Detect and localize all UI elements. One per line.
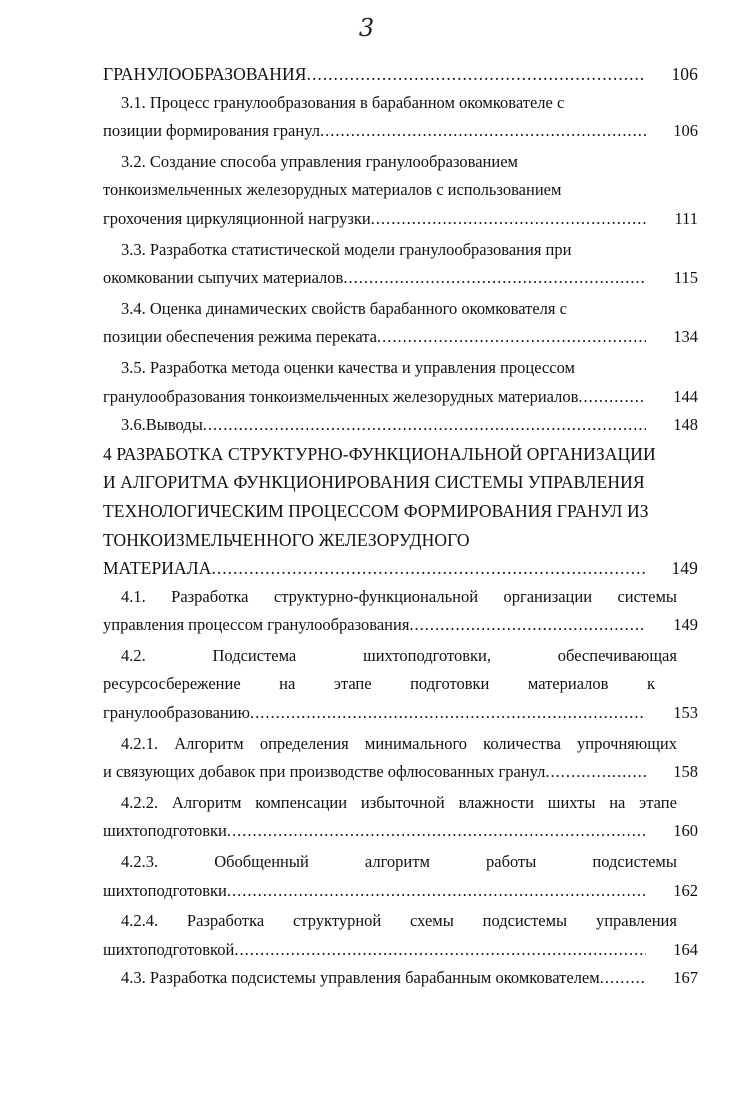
toc-entry-text: шихтоподготовки	[103, 821, 227, 841]
toc-entry-text: шихтоподготовкой	[103, 939, 235, 959]
toc-line	[103, 554, 698, 583]
dot-leader	[250, 699, 646, 728]
toc-entry-text: 4.2.1. Алгоритм определения минимального количества упрочняющих	[121, 733, 677, 753]
toc-line	[103, 877, 698, 906]
toc-line	[103, 354, 698, 383]
toc-entry-text: 4.2. Подсистема шихтоподготовки, обеспечивающая	[121, 645, 677, 665]
toc-entry-text: 4.1. Разработка структурно-функциональной организации системы	[121, 586, 677, 606]
toc-entry	[103, 295, 698, 352]
dot-leader	[227, 817, 646, 846]
toc-entry-text: позиции формирования гранул	[103, 121, 320, 141]
dot-leader	[409, 611, 646, 640]
toc-entry-text: 3.1. Процесс гранулообразования в барабанном окомкователе с	[121, 92, 565, 112]
toc-entry-text: 3.3. Разработка статистической модели гранулообразования при	[121, 239, 572, 259]
toc-entry	[103, 354, 698, 411]
toc-entry	[103, 789, 698, 846]
toc-entry-text: ТОНКОИЗМЕЛЬЧЕННОГО ЖЕЛЕЗОРУДНОГО	[103, 529, 470, 550]
toc-entry-text: и связующих добавок при производстве офлюсованных гранул	[103, 762, 546, 782]
toc-line	[103, 89, 698, 118]
toc-line	[103, 848, 698, 877]
toc-line	[103, 176, 698, 205]
toc-line	[103, 236, 698, 265]
toc-page-number: 149	[673, 615, 698, 635]
toc-line	[103, 730, 698, 759]
toc-entry-text: грохочения циркуляционной нагрузки	[103, 208, 371, 228]
toc-line	[103, 817, 698, 846]
dot-leader	[203, 411, 646, 440]
toc-page-number: 106	[673, 121, 698, 141]
toc-entry-text: 4.2.4. Разработка структурной схемы подсистемы управления	[121, 911, 677, 931]
toc-line	[103, 611, 698, 640]
toc-page-number: 158	[673, 762, 698, 782]
toc-page-number: 134	[673, 327, 698, 347]
toc-line	[103, 117, 698, 146]
toc-entry	[103, 583, 698, 640]
toc-line	[103, 205, 698, 234]
toc-entry-text: 3.2. Создание способа управления гранулообразованием	[121, 151, 518, 171]
dot-leader	[545, 758, 646, 787]
toc-page-number: 106	[671, 64, 698, 84]
toc-page-number: 164	[673, 939, 698, 959]
toc-page-number: 144	[673, 386, 698, 406]
toc-entry-text: окомковании сыпучих материалов	[103, 268, 344, 288]
toc-page-number: 115	[673, 268, 698, 288]
toc-line	[103, 148, 698, 177]
toc-entry	[103, 964, 698, 993]
toc-entry-text: ресурсосбережение на этапе подготовки материалов к	[103, 674, 655, 694]
toc-line	[103, 964, 698, 993]
toc-entry	[103, 89, 698, 146]
dot-leader	[211, 554, 646, 583]
toc-page-number: 160	[673, 821, 698, 841]
toc-entry-text: ГРАНУЛООБРАЗОВАНИЯ	[103, 64, 307, 84]
toc-entry	[103, 236, 698, 293]
toc-entry-text: гранулообразованию	[103, 703, 250, 723]
toc-entry-text: И АЛГОРИТМА ФУНКЦИОНИРОВАНИЯ СИСТЕМЫ УПРАВЛЕНИЯ	[103, 472, 645, 493]
dot-leader	[578, 383, 646, 412]
toc-line	[103, 526, 698, 555]
toc-page-number: 149	[671, 558, 698, 579]
toc-line	[103, 295, 698, 324]
toc-entry-text: 4 РАЗРАБОТКА СТРУКТУРНО-ФУНКЦИОНАЛЬНОЙ ОРГАНИЗАЦИИ	[103, 443, 656, 464]
toc-page-number: 167	[673, 968, 698, 988]
toc-entry-text: 3.4. Оценка динамических свойств барабанного окомкователя с	[121, 298, 567, 318]
toc-page-number: 153	[673, 703, 698, 723]
toc-page-number: 148	[673, 415, 698, 435]
toc-line	[103, 907, 698, 936]
toc-entry	[103, 642, 698, 728]
toc-line	[103, 468, 698, 497]
page-number-marker: 3	[358, 14, 375, 42]
toc-entry-text: МАТЕРИАЛА	[103, 558, 212, 579]
toc-entry-text: 4.3. Разработка подсистемы управления барабанным окомкователем	[121, 968, 600, 988]
dot-leader	[377, 323, 646, 352]
toc-entry-text: 3.5. Разработка метода оценки качества и управления процессом	[121, 357, 575, 377]
toc-entry	[103, 730, 698, 787]
dot-leader	[307, 60, 646, 89]
toc-line	[103, 642, 698, 671]
dot-leader	[371, 205, 646, 234]
dot-leader	[234, 936, 646, 965]
toc-entry-text: шихтоподготовки	[103, 880, 227, 900]
toc-entry	[103, 411, 698, 440]
toc-entry	[103, 440, 698, 583]
toc-line	[103, 789, 698, 818]
table-of-contents	[103, 60, 698, 993]
toc-entry	[103, 60, 698, 89]
toc-line	[103, 323, 698, 352]
toc-line	[103, 583, 698, 612]
dot-leader	[600, 964, 646, 993]
dot-leader	[320, 117, 646, 146]
toc-entry-text: 4.2.3. Обобщенный алгоритм работы подсистемы	[121, 852, 677, 872]
toc-entry-text: 3.6.Выводы	[121, 415, 203, 435]
toc-entry-text: тонкоизмельченных железорудных материалов с использованием	[103, 180, 562, 200]
toc-entry-text: позиции обеспечения режима переката	[103, 327, 377, 347]
toc-line	[103, 411, 698, 440]
toc-line	[103, 60, 698, 89]
toc-entry-text: гранулообразования тонкоизмельченных железорудных материалов	[103, 386, 579, 406]
toc-entry	[103, 848, 698, 905]
toc-line	[103, 264, 698, 293]
toc-line	[103, 440, 698, 469]
toc-line	[103, 936, 698, 965]
toc-line	[103, 670, 698, 699]
dot-leader	[343, 264, 646, 293]
toc-line	[103, 699, 698, 728]
toc-line	[103, 758, 698, 787]
toc-entry-text: 4.2.2. Алгоритм компенсации избыточной влажности шихты на этапе	[121, 792, 677, 812]
toc-page-number: 162	[673, 880, 698, 900]
dot-leader	[227, 877, 646, 906]
toc-entry-text: ТЕХНОЛОГИЧЕСКИМ ПРОЦЕССОМ ФОРМИРОВАНИЯ ГРАНУЛ ИЗ	[103, 500, 649, 521]
toc-page-number: 111	[674, 208, 698, 228]
toc-entry-text: управления процессом гранулообразования	[103, 615, 410, 635]
toc-line	[103, 383, 698, 412]
toc-entry	[103, 148, 698, 234]
toc-entry	[103, 907, 698, 964]
toc-line	[103, 497, 698, 526]
